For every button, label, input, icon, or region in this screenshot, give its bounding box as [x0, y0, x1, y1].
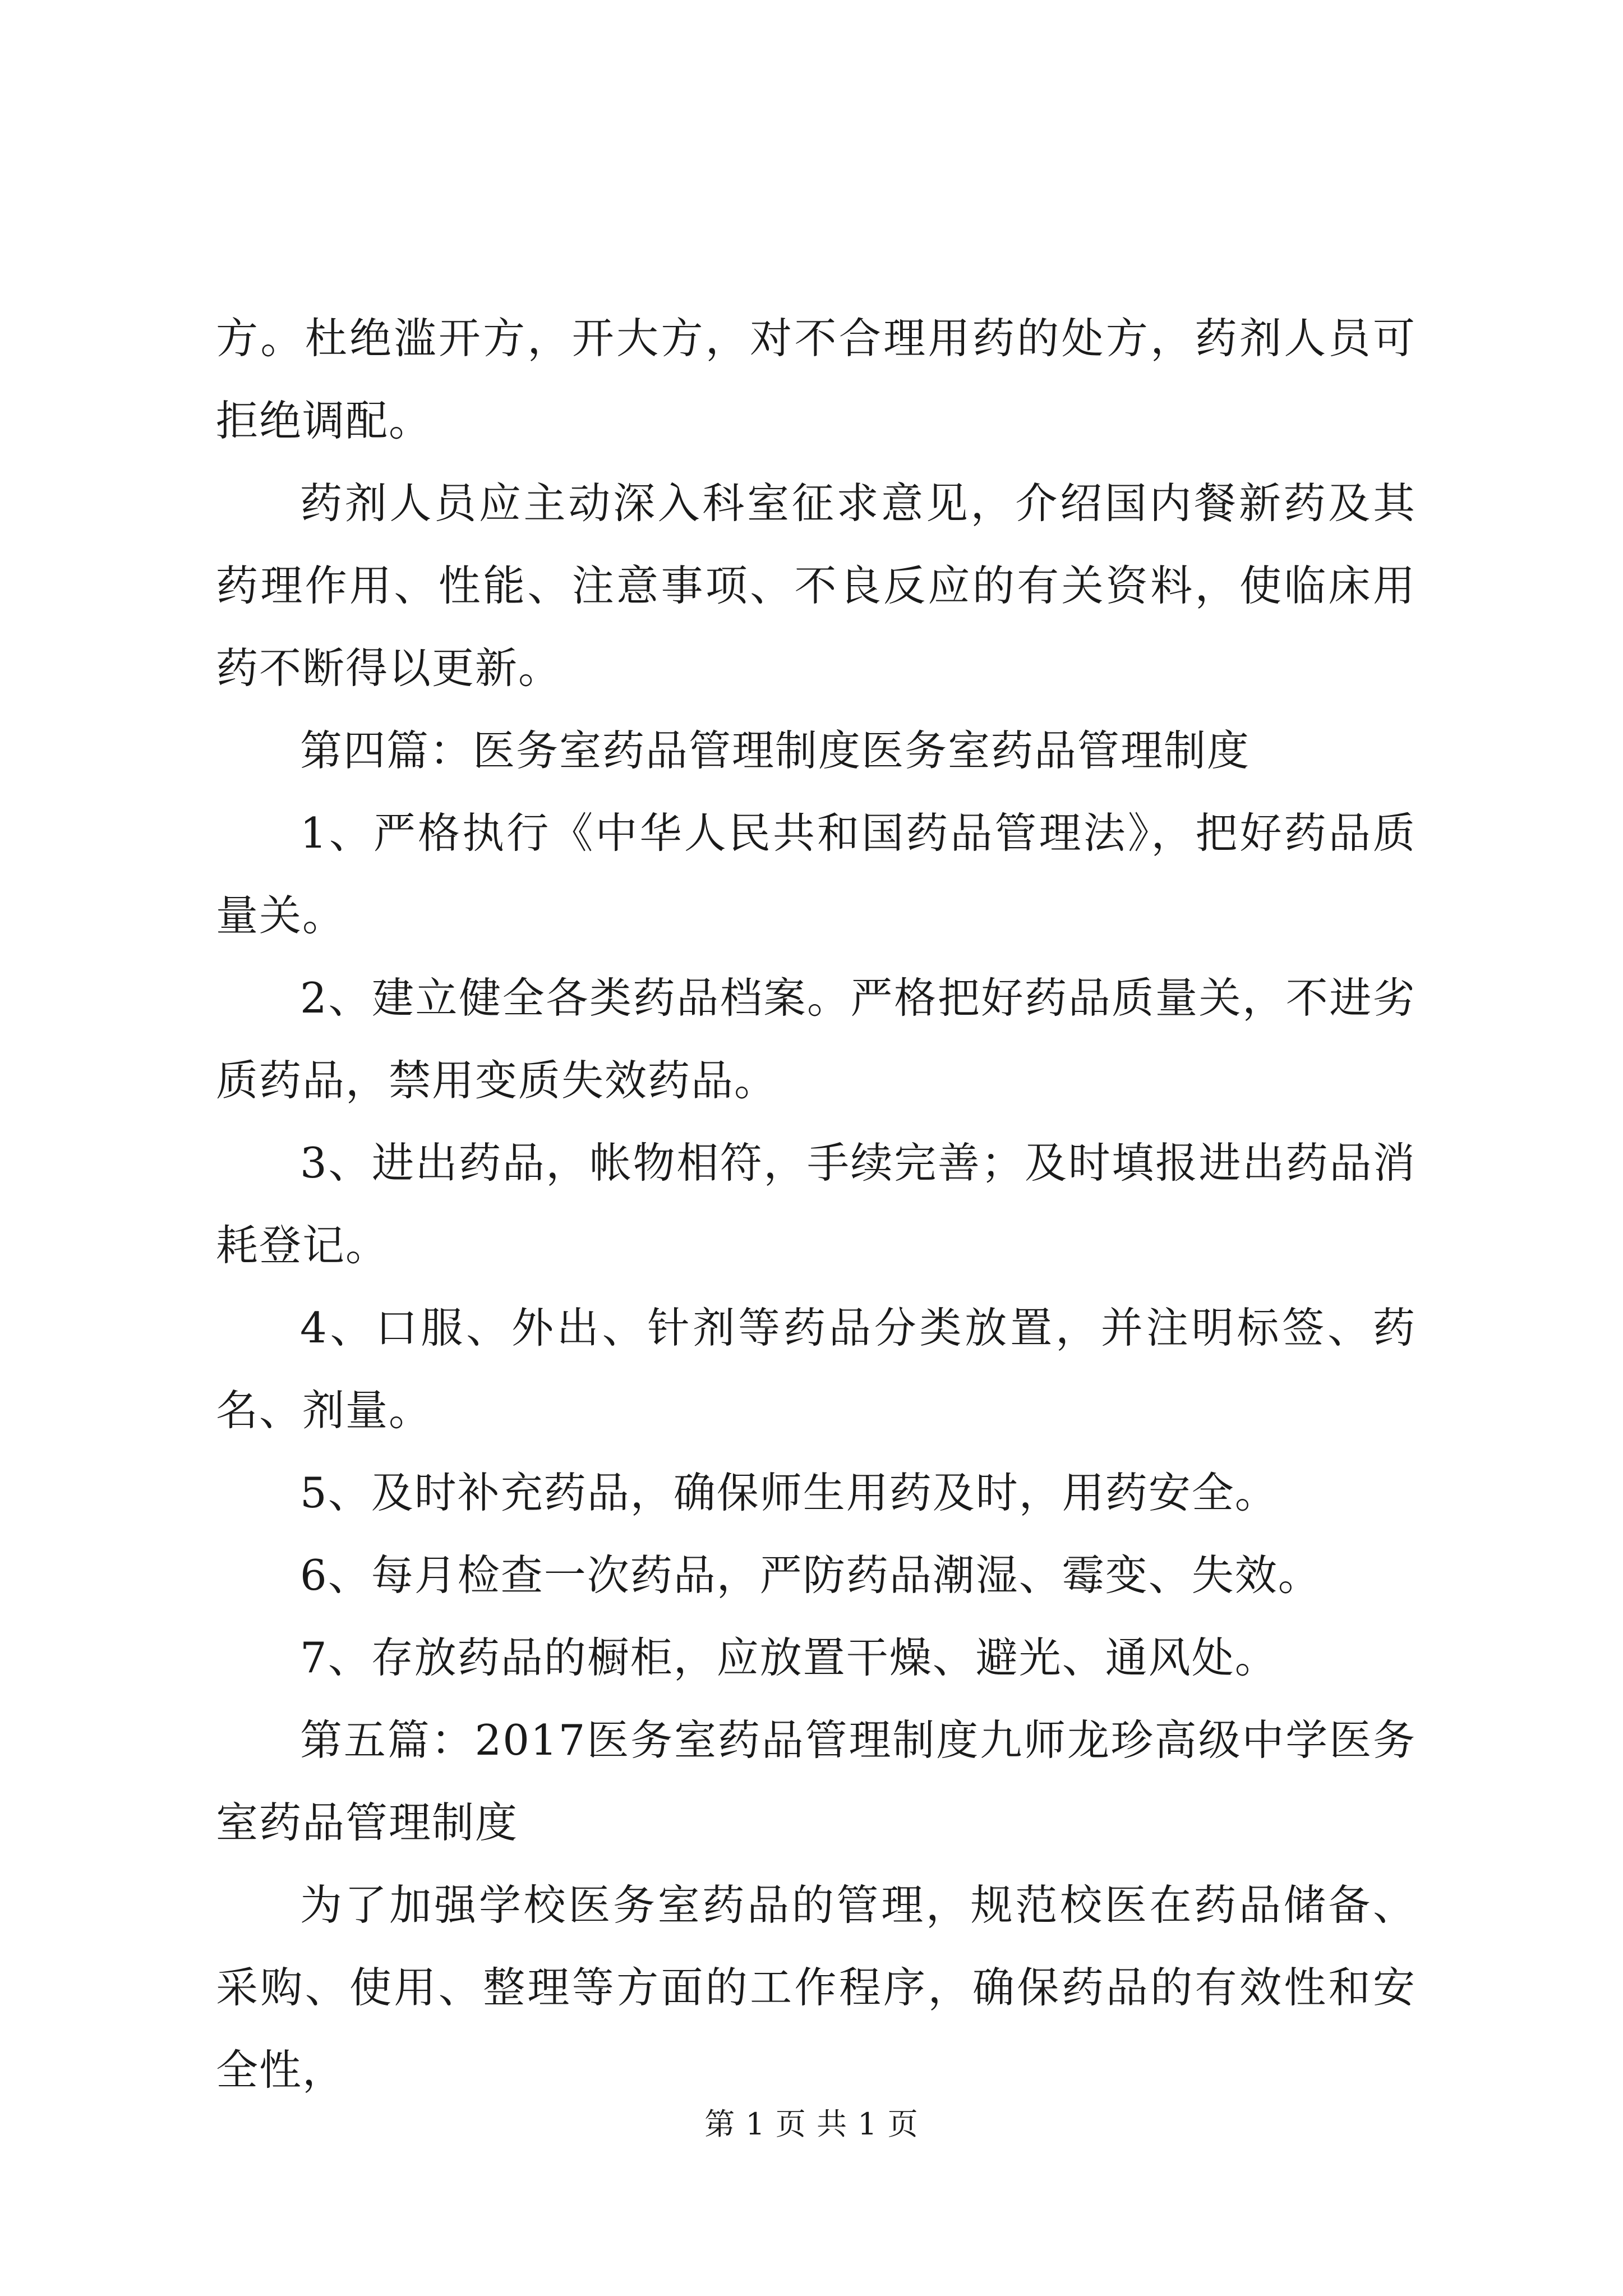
- document-body: [216, 297, 1416, 2111]
- section-heading-5: 第五篇：2017医务室药品管理制度九师龙珍高级中学医务室药品管理制度: [216, 1715, 1416, 1847]
- section-heading-4: 第四篇：医务室药品管理制度医务室药品管理制度: [300, 726, 1251, 775]
- paragraph-1: 方。杜绝滥开方，开大方，对不合理用药的处方，药剂人员可拒绝调配。: [216, 314, 1416, 445]
- paragraph-final: 为了加强学校医务室药品的管理，规范校医在药品储备、采购、使用、整理等方面的工作程序，确保药品的有效性和安全性，: [216, 1880, 1416, 2095]
- page-number-label: 第 1 页 共 1 页: [704, 2106, 919, 2142]
- paragraph-2: 药剂人员应主动深入科室征求意见，介绍国内餐新药及其药理作用、性能、注意事项、不良反应的有关资料，使临床用药不断得以更新。: [216, 478, 1416, 693]
- list-item-3: 3、进出药品，帐物相符，手续完善；及时填报进出药品消耗登记。: [216, 1138, 1416, 1270]
- list-item-5: 5、及时补充药品，确保师生用药及时，用药安全。: [300, 1468, 1278, 1517]
- list-item-1: 1、严格执行《中华人民共和国药品管理法》，把好药品质量关。: [216, 808, 1416, 940]
- list-item-7: 7、存放药品的橱柜，应放置干燥、避光、通风处。: [300, 1633, 1278, 1682]
- list-item-4: 4、口服、外出、针剂等药品分类放置，并注明标签、药名、剂量。: [216, 1303, 1416, 1435]
- page-footer: [0, 2105, 1623, 2144]
- list-item-2: 2、建立健全各类药品档案。严格把好药品质量关，不进劣质药品，禁用变质失效药品。: [216, 973, 1416, 1105]
- list-item-6: 6、每月检查一次药品，严防药品潮湿、霉变、失效。: [300, 1550, 1321, 1600]
